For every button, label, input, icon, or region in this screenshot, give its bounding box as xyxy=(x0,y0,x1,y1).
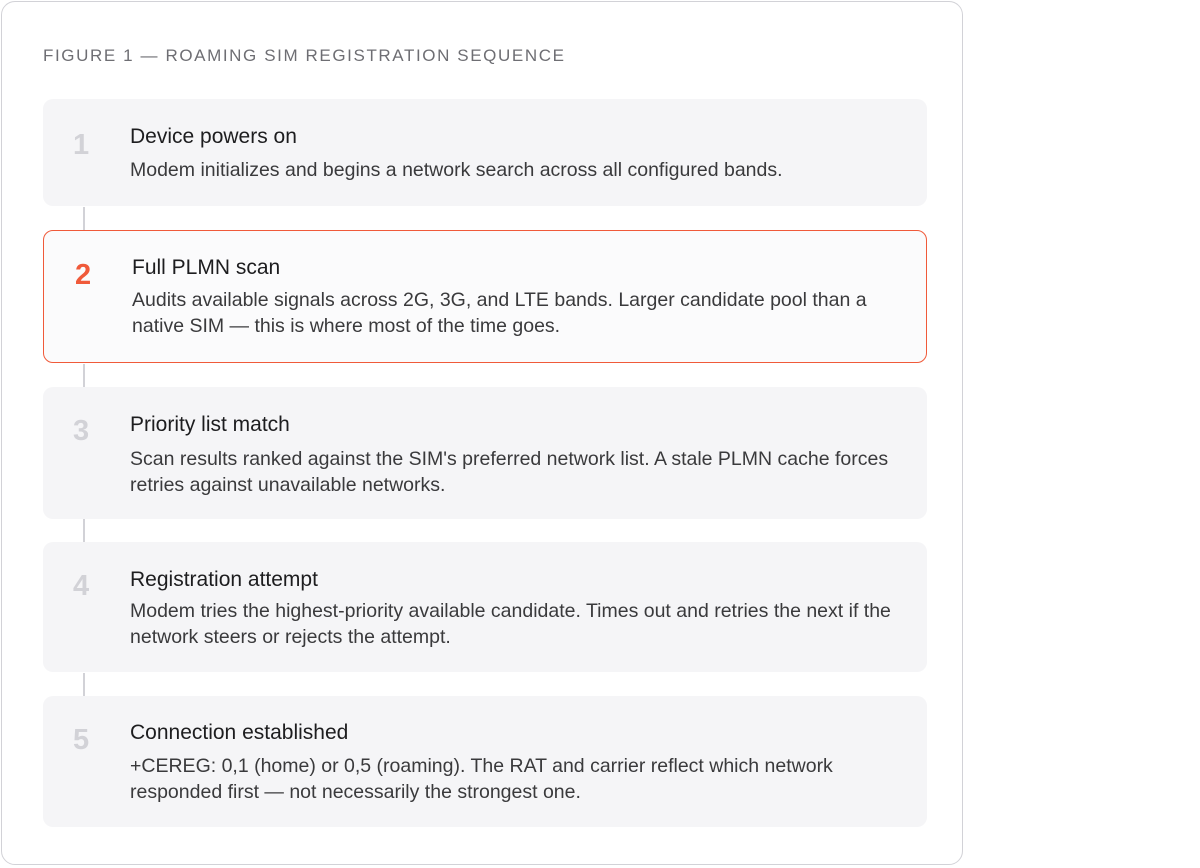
step-card-priority-list-match xyxy=(43,387,927,519)
step-title: Priority list match xyxy=(130,413,290,436)
step-description: Modem initializes and begins a network search across all configured bands. xyxy=(130,159,783,181)
step-description: Scan results ranked against the SIM's preferred network list. A stale PLMN cache forces retries against unavailable networks. xyxy=(130,448,889,496)
step-description: Audits available signals across 2G, 3G, and LTE bands. Larger candidate pool than a native SIM — this is where most of the time goes. xyxy=(132,289,867,337)
step-title: Device powers on xyxy=(130,125,297,148)
step-title: Connection established xyxy=(130,721,349,744)
figure-card xyxy=(1,1,963,865)
step-title: Registration attempt xyxy=(130,568,318,591)
step-number: 4 xyxy=(73,570,90,602)
step-number: 2 xyxy=(75,259,92,291)
step-card-device-powers-on xyxy=(43,99,927,206)
step-card-connection-established xyxy=(43,696,927,827)
step-card-registration-attempt xyxy=(43,542,927,672)
step-description: Modem tries the highest-priority available candidate. Times out and retries the next if the network steers or rejects the attempt. xyxy=(130,600,891,648)
step-connector xyxy=(83,519,85,543)
step-connector xyxy=(83,364,85,388)
step-connector xyxy=(83,207,85,231)
step-description: +CEREG: 0,1 (home) or 0,5 (roaming). The RAT and carrier reflect which network responded first — not necessarily the strongest one. xyxy=(130,755,833,803)
step-card-full-plmn-scan xyxy=(43,230,927,363)
step-number: 3 xyxy=(73,415,90,447)
figure-title: FIGURE 1 — ROAMING SIM REGISTRATION SEQUENCE xyxy=(43,46,566,65)
step-number: 1 xyxy=(73,129,90,161)
step-title: Full PLMN scan xyxy=(132,256,281,279)
step-connector xyxy=(83,673,85,697)
step-number: 5 xyxy=(73,724,90,756)
